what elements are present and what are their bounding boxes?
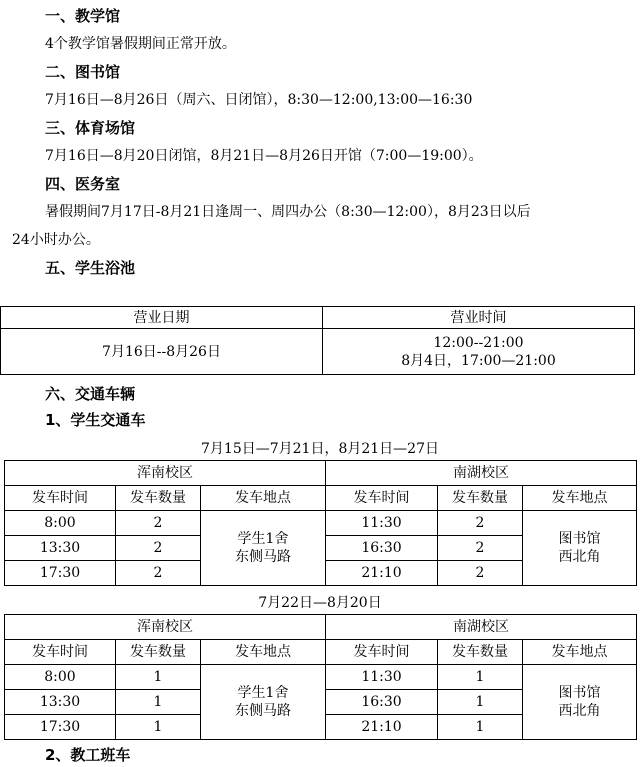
place-line: 西北角 <box>558 549 601 565</box>
heading-student-shuttle: 1、学生交通车 <box>45 411 146 429</box>
departure-count: 1 <box>438 665 523 690</box>
campus-nanhu: 南湖校区 <box>326 615 637 640</box>
departure-time: 11:30 <box>326 511 438 536</box>
departure-time: 13:30 <box>5 690 116 715</box>
departure-count: 2 <box>116 511 201 536</box>
heading-transport: 六、交通车辆 <box>45 385 136 403</box>
bath-time-cell <box>323 329 635 375</box>
departure-count: 2 <box>116 561 201 586</box>
text-sports-venues: 7月16日—8月20日闭馆，8月21日—8月26日开馆（7:00—19:00）。 <box>45 148 483 164</box>
bus-table-2 <box>4 614 637 740</box>
text-clinic-line1: 暑假期间7月17日-8月21日逢周一、周四办公（8:30—12:00），8月23日以后 <box>45 204 531 220</box>
departure-time: 8:00 <box>5 665 116 690</box>
heading-teaching-halls: 一、教学馆 <box>45 7 121 25</box>
col-header: 发车时间 <box>5 640 116 665</box>
heading-sports-venues: 三、体育场馆 <box>45 119 136 137</box>
place-line: 图书馆 <box>558 685 601 701</box>
departure-time: 16:30 <box>326 536 438 561</box>
text-teaching-halls: 4个教学馆暑假期间正常开放。 <box>45 36 236 52</box>
col-header: 发车地点 <box>523 640 637 665</box>
bath-time-line1: 12:00--21:00 <box>433 334 524 351</box>
departure-time: 16:30 <box>326 690 438 715</box>
departure-time: 17:30 <box>5 715 116 740</box>
place-line: 东侧马路 <box>235 703 291 719</box>
heading-library: 二、图书馆 <box>45 63 121 81</box>
departure-count: 1 <box>438 690 523 715</box>
departure-time: 17:30 <box>5 561 116 586</box>
departure-time: 11:30 <box>326 665 438 690</box>
text-clinic-line2: 24小时办公。 <box>12 232 100 248</box>
departure-time: 21:10 <box>326 561 438 586</box>
col-header: 发车数量 <box>116 486 201 511</box>
col-header: 发车时间 <box>5 486 116 511</box>
departure-count: 1 <box>116 665 201 690</box>
bus-table-2-caption: 7月22日—8月20日 <box>258 595 382 611</box>
col-header: 发车地点 <box>201 640 326 665</box>
bath-time-line2: 8月4日，17:00—21:00 <box>401 352 556 369</box>
departure-time: 8:00 <box>5 511 116 536</box>
place-line: 西北角 <box>558 703 601 719</box>
departure-place-hunnan <box>201 511 326 586</box>
campus-nanhu: 南湖校区 <box>326 461 637 486</box>
place-line: 学生1舍 <box>237 531 289 547</box>
campus-hunnan: 浑南校区 <box>5 615 326 640</box>
bathhouse-table <box>0 306 635 375</box>
heading-bathhouse: 五、学生浴池 <box>45 259 136 277</box>
departure-count: 1 <box>438 715 523 740</box>
place-line: 图书馆 <box>558 531 601 547</box>
col-header: 发车数量 <box>116 640 201 665</box>
departure-count: 1 <box>116 690 201 715</box>
col-header: 发车数量 <box>438 640 523 665</box>
col-header: 发车地点 <box>523 486 637 511</box>
text-library: 7月16日—8月26日（周六、日闭馆），8:30—12:00,13:00—16:30 <box>45 92 473 108</box>
departure-place-nanhu <box>523 511 637 586</box>
col-header: 发车时间 <box>326 486 438 511</box>
departure-place-nanhu <box>523 665 637 740</box>
departure-time: 21:10 <box>326 715 438 740</box>
bus-table-1-caption: 7月15日—7月21日，8月21日—27日 <box>201 441 439 457</box>
campus-hunnan: 浑南校区 <box>5 461 326 486</box>
col-header: 发车数量 <box>438 486 523 511</box>
bus-table-1 <box>4 460 637 586</box>
col-header: 发车时间 <box>326 640 438 665</box>
departure-place-hunnan <box>201 665 326 740</box>
departure-count: 1 <box>116 715 201 740</box>
bath-header-date: 营业日期 <box>1 307 323 329</box>
departure-count: 2 <box>116 536 201 561</box>
bath-date-cell: 7月16日--8月26日 <box>1 329 323 375</box>
place-line: 学生1舍 <box>237 685 289 701</box>
departure-count: 2 <box>438 561 523 586</box>
col-header: 发车地点 <box>201 486 326 511</box>
place-line: 东侧马路 <box>235 549 291 565</box>
departure-count: 2 <box>438 511 523 536</box>
heading-clinic: 四、医务室 <box>45 175 121 193</box>
departure-time: 13:30 <box>5 536 116 561</box>
bath-header-time: 营业时间 <box>323 307 635 329</box>
heading-staff-shuttle: 2、教工班车 <box>45 746 131 764</box>
departure-count: 2 <box>438 536 523 561</box>
